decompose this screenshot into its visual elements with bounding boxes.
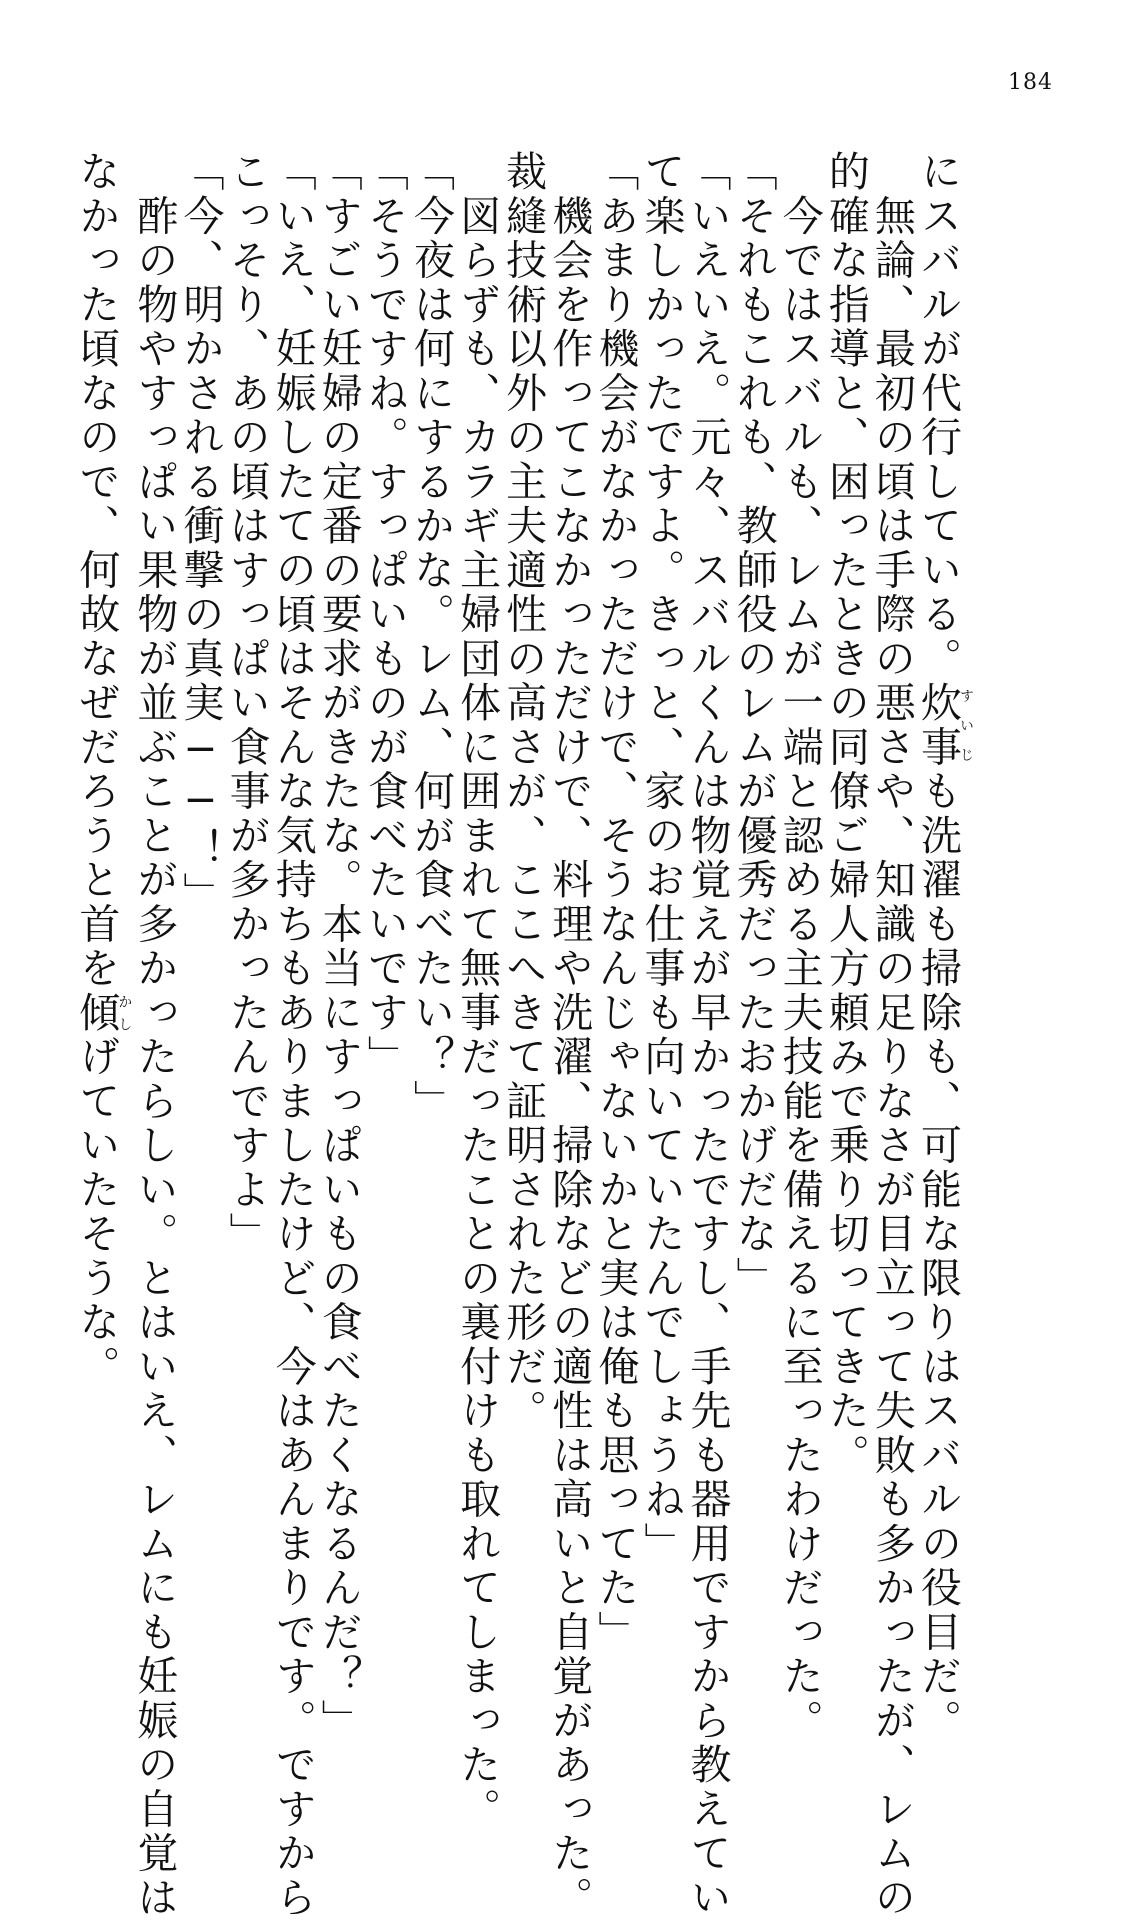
text-line-19: なかった頃なので、何故なぜだろうと首を傾かしげていたそうな。 [72,150,133,1389]
text-line-18: 酢の物やすっぱい果物が並ぶことが多かったらしい。とはいえ、レムにも妊娠の自覚は [130,150,179,1920]
text-line-11: 図らずも、カラギ主婦団体に囲まれて無事だったことの裏付けも取れてしまった。 [453,150,502,1832]
ruby-kashi: 傾かし [72,990,133,1035]
text-line-5: 「それもこれも、教師役のレムが優秀だったおかげだな」 [729,150,778,1301]
text-line-17: 「今、明かされる衝撃の真実──！」 [176,150,225,917]
page-number: 184 [1008,70,1053,95]
text-line-4: 今ではスバルも、レムが一端と認める主夫技能を備えるに至ったわけだった。 [775,150,824,1743]
text-line-15: 「いえ、妊娠したての頃はそんな気持ちもありましたけど、今はあんまりです。ですから [268,150,317,1920]
text-line-8: 「あまり機会がなかっただけで、そうなんじゃないかと実は俺も思ってた」 [591,150,640,1655]
ruby-kashi-reading: かし [116,990,133,1035]
text-line-3: 的確な指導と、困ったときの同僚ご婦人方頼みで乗り切ってきた。 [821,150,870,1478]
text-line-6: 「いえいえ。元々、スバルくんは物覚えが早かったですし、手先も器用ですから教えてい [683,150,732,1920]
vertical-text-body [72,150,974,1920]
text-line-13: 「そうですね。すっぱいものが食べたいです」 [360,150,409,1080]
text-line-16: こっそり、あの頃はすっぱい食事が多かったんですよ」 [222,150,271,1257]
text-line-7: て楽しかったですよ。きっと、家のお仕事も向いていたんでしょうね」 [637,150,686,1566]
text-line-14: 「すごい妊婦の定番の要求がきたな。本当にすっぱいもの食べたくなるんだ？」 [314,150,363,1743]
text-line-2: 無論、最初の頃は手際の悪さや、知識の足りなさが目立って失敗も多かったが、レムの [867,150,916,1920]
text-line-12: 「今夜は何にするかな。レム、何が食べたい？」 [406,150,455,1124]
ruby-suiji: 炊事すいじ [914,681,974,770]
text-line-10: 裁縫技術以外の主夫適性の高さが、ここへきて証明された形だ。 [499,150,548,1434]
text-line-1 [914,150,974,1743]
line-1-text: にスバルが代行している。炊事すいじも洗濯も掃除も、可能な限りはスバルの役目だ。 [914,150,974,1743]
text-line-9: 機会を作ってこなかっただけで、料理や洗濯、掃除などの適性は高いと自覚があった。 [545,150,594,1920]
ruby-suiji-reading: すいじ [958,681,974,770]
